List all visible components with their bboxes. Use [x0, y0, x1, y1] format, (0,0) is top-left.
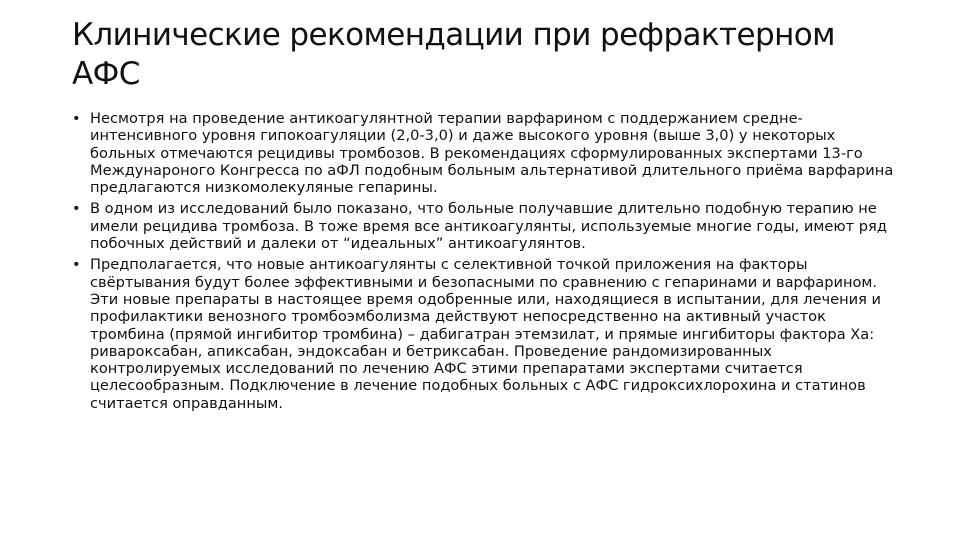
bullet-text: Предполагается, что новые антикоагулянты с селективной точкой приложения на факторы свёртывания будут более эффективными и безопасными по сравнению с гепаринами и варфарином. Эти новые препараты в настоящее время одобренные или, находящиеся в испытании, для лечения и профилактики венозного тромбоэмболизма действуют непосредственно на активный участок тромбина (прямой ингибитор тромбина) – дабигатран этемзилат, и прямые ингибиторы фактора Xa: ривароксабан, апиксабан, эндоксабан и бетриксабан. Проведение рандомизированных контролируемых исследований по лечению АФС этими препаратами экспертами считается целесообразным. Подключение в лечение подобных больных с АФС гидроксихлорохина и статинов считается оправданным.	[90, 256, 882, 412]
bullet-marker: •	[72, 256, 81, 274]
bullet-item	[72, 200, 900, 252]
slide-title: Клинические рекомендации при рефрактерном АФС	[72, 17, 835, 92]
bullet-marker: •	[72, 110, 81, 127]
bullet-marker: •	[72, 200, 81, 218]
bullet-text: В одном из исследований было показано, что больные получавшие длительно подобную терапию не имели рецидива тромбоза. В тоже время все антикоагулянты, используемые многие годы, имеют ряд побочных действий и далеки от “идеальных” антикоагулянтов.	[90, 200, 887, 253]
bullet-text: Несмотря на проведение антикоагулянтной терапии варфарином с поддержанием средне-интенсивного уровня гипокоагуляции (2,0-3,0) и даже высокого уровня (выше 3,0) у некоторых больных отмечаются рецидивы тромбозов. В рекомендациях сформулированных экспертами 13-го Междунароного Конгресса по аФЛ подобным больным альтернативой длительного приёма варфарина предлагаются низкомолекуляные гепарины.	[90, 110, 894, 197]
bullet-item	[72, 256, 900, 412]
bullet-item	[72, 110, 900, 196]
bullet-list	[72, 110, 900, 416]
